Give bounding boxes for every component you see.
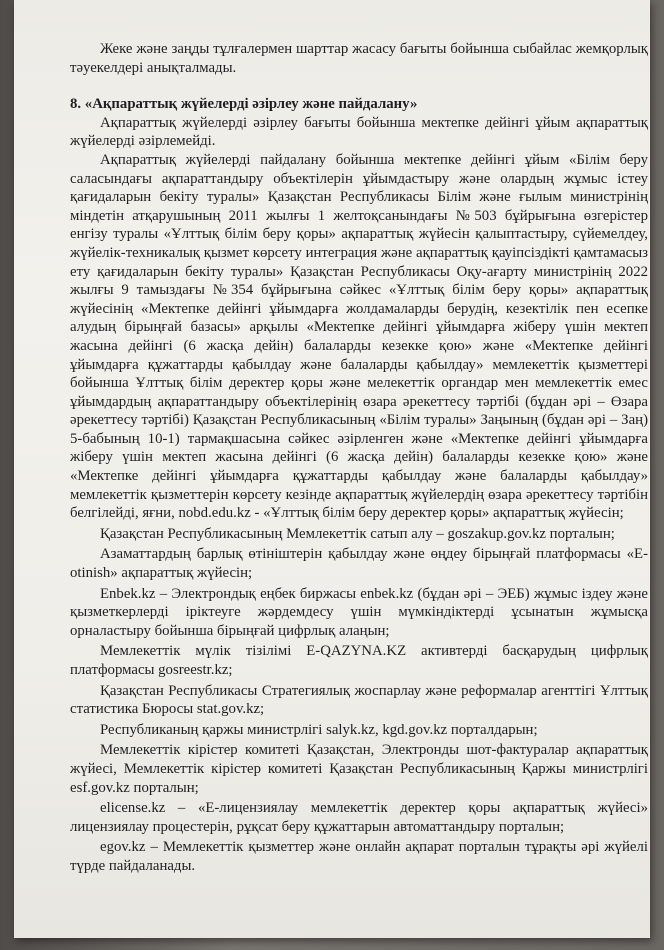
document-body bbox=[70, 40, 648, 876]
paragraph-usage: Ақпараттық жүйелерді пайдалану бойынша мектепке дейінгі ұйым «Білім беру саласындағы ақпараттандыру объектілерін ұйымдастыру және олардың жұмыс істеу қағидаларын бекіту туралы» Қазақстан Республикасы Білім және ғылым министрінің міндетін атқарушының 2011 жылғы 1 желтоқсанындағы №503 бұйрығына өзгерістер енгізу туралы «Ұлттық білім беру қоры» ақпараттық жүйесін қалыптастыру, сүйемелдеу, жүйелік-техникалық қызмет көрсету интеграция және ақпараттық қауіпсіздікті қамтамасыз ету қағидаларын бекіту туралы» Қазақстан Республикасы Оқу-ағарту министрінің 2022 жылғы 9 тамыздағы №354 бұйрығына сәйкес «Ұлттық білім беру қоры» ақпараттық жүйесінің «Мектепке дейінгі ұйымдарға жолдамаларды берудің, кезектілік пен есепке алудың бірыңғай базасы» арқылы «Мектепке дейінгі ұйымдарға жіберу үшін мектеп жасына дейінгі (6 жасқа дейін) балаларды кезекке қою» және «Мектепке дейінгі ұйымдарға құжаттарды қабылдау және балаларды қабылдау» мемлекеттік қызметтері бойынша Ұлттық білім деректер қоры және мелекеттік органдар мен мемлекеттік емес ұйымдардың ақпараттандыру объектілерінің өзара әрекеттесу тәртібі (бұдан әрі – Өзара әрекеттесу тәртібі) Қазақстан Республикасының «Білім туралы» Заңының (бұдан әрі – Заң) 5-бабының 10-1) тармақшасына сәйкес әзірленген және «Мектепке дейінгі ұйымдарға жіберу үшін мектеп жасына дейінгі (6 жасқа дейін) балаларды кезекке қою» және «Мектепке дейінгі ұйымдарға құжаттарды қабылдау және балаларды қабылдау» мемлекеттік қызметтерін көрсету кезінде ақпараттық жүйелердің өзара әрекеттесу тәртібін белгілейді, яғни, nobd.edu.kz - «Ұлттық білім беру деректер қоры» ақпараттық жүйесін; bbox=[70, 151, 648, 522]
list-item-salyk: Республиканың қаржы министрлігі salyk.kz, kgd.gov.kz порталдарын; bbox=[100, 721, 538, 738]
list-item-goszakup: Қазақстан Республикасының Мемлекеттік сатып алу – goszakup.gov.kz порталын; bbox=[100, 525, 615, 542]
section-heading: 8. «Ақпараттық жүйелерді әзірлеу және пайдалану» bbox=[70, 96, 418, 113]
list-item-enbek: Enbek.kz – Электрондық еңбек биржасы enbek.kz (бұдан әрі – ЭЕБ) жұмыс іздеу және қызметкерлерді іріктеуге жәрдемдесу үшін мүмкіндіктерді ұсынатын жұмысқа орналастыру бойынша бірыңғай цифрлық алаңын; bbox=[70, 585, 648, 639]
intro-paragraph: Жеке және заңды тұлғалермен шарттар жасасу бағыты бойынша сыбайлас жемқорлық тәуекелдері анықталмады. bbox=[70, 41, 648, 76]
document-page bbox=[14, 0, 650, 938]
list-item-e-qazyna: Мемлекеттік мүлік тізілімі E-QAZYNA.KZ активтерді басқарудың цифрлық платформасы gosreestr.kz; bbox=[70, 643, 648, 678]
list-item-elicense: elicense.kz – «Е-лицензиялау мемлекеттік деректер қоры ақпараттық жүйесі» лицензиялау процестерін, рұқсат беру құжаттарын автоматтандыру порталын; bbox=[70, 800, 648, 835]
list-item-esf: Мемлекеттік кірістер комитеті Қазақстан, Электронды шот-фактуралар ақпараттық жүйесі, Мемлекеттік кірістер комитеті Қазақстан Республикасының Қаржы министрлігі esf.gov.kz порталын; bbox=[70, 742, 648, 796]
list-item-stat: Қазақстан Республикасы Стратегиялық жоспарлау және реформалар агенттігі Ұлттық статистика Бюросы stat.gov.kz; bbox=[70, 682, 648, 718]
list-item-e-otinish: Азаматтардың барлық өтініштерін қабылдау және өңдеу бірыңғай платформасы «E-otinish» ақпараттық жүйесін; bbox=[70, 546, 648, 582]
paragraph-development: Ақпараттық жүйелерді әзірлеу бағыты бойынша мектепке дейінгі ұйым ақпараттық жүйелерді әзірлемейді. bbox=[70, 114, 648, 150]
list-item-egov: egov.kz – Мемлекеттік қызметтер және онлайн ақпарат порталын тұрақты әрі жүйелі түрде пайдаланады. bbox=[70, 839, 648, 874]
